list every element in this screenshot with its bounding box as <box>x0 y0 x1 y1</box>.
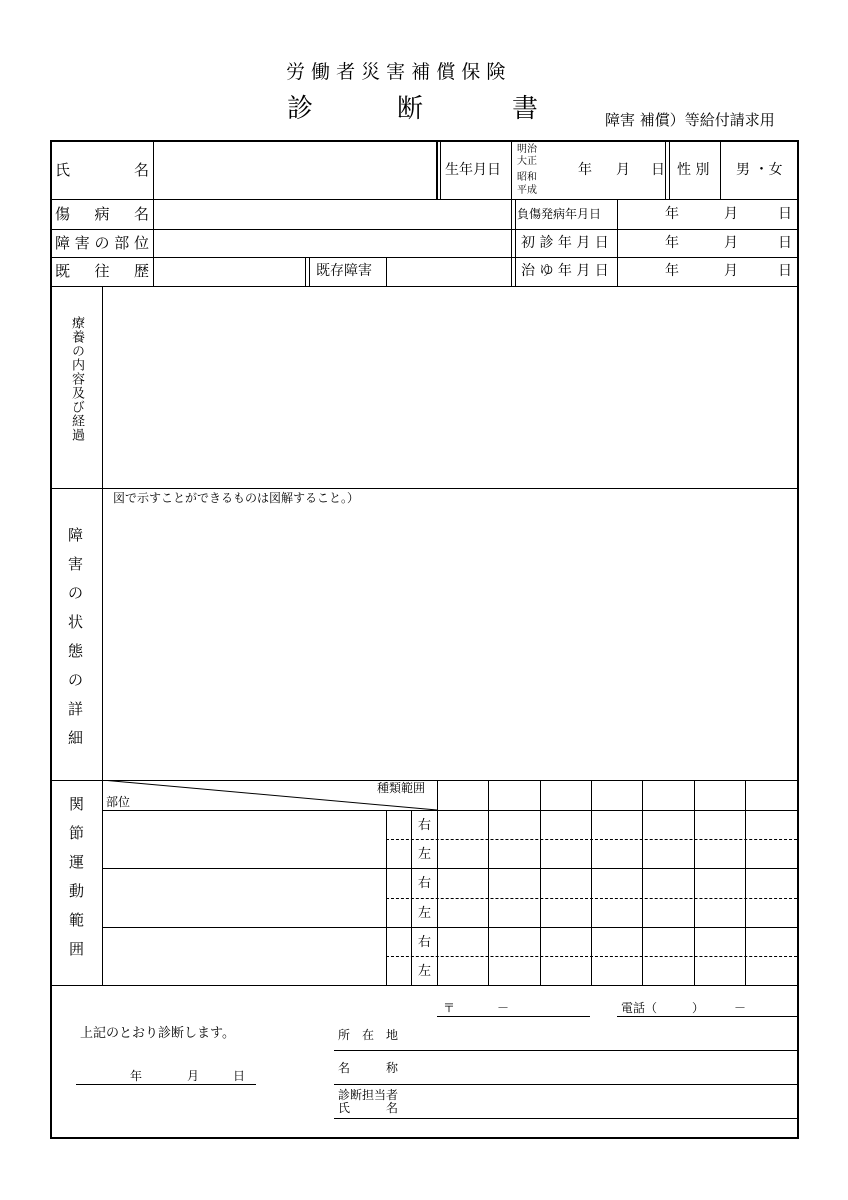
existing-disability-label: 既存障害 <box>316 263 372 279</box>
doctor-name-input[interactable] <box>420 1087 795 1116</box>
era-taisho: 大正 <box>517 156 537 167</box>
first-visit-day-unit: 日 <box>778 235 792 251</box>
injury-year-unit: 年 <box>665 206 679 222</box>
institution-name-input[interactable] <box>420 1053 795 1082</box>
doctor-label-1: 診断担当者 <box>338 1088 399 1102</box>
cure-month-unit: 月 <box>724 263 738 279</box>
disease-name-input[interactable] <box>155 201 510 228</box>
disease-name-label: 傷 病 名 <box>55 205 149 223</box>
joint-header-site: 部位 <box>106 795 131 809</box>
postal-mark: 〒 <box>443 1001 456 1015</box>
dob-day-unit: 日 <box>651 162 665 178</box>
side-right-2: 右 <box>417 876 431 891</box>
footer-day-unit: 日 <box>233 1069 246 1083</box>
medical-history-label: 既 往 歴 <box>55 262 149 280</box>
side-left-1: 左 <box>417 846 431 862</box>
sex-options[interactable]: 男 ・女 <box>736 162 783 178</box>
footer-year-unit: 年 <box>130 1069 143 1083</box>
joint-site-input-3[interactable] <box>104 929 384 984</box>
document-title-1: 診 <box>287 94 314 124</box>
joint-site-input-2[interactable] <box>104 870 384 926</box>
condition-note: 図で示すことができるものは図解すること。） <box>113 491 360 505</box>
tel-label: 電話（ <box>621 1001 658 1015</box>
medical-history-input[interactable] <box>155 259 303 286</box>
disability-site-label: 障 害 の 部 位 <box>55 234 149 252</box>
cure-day-unit: 日 <box>778 263 792 279</box>
injury-day-unit: 日 <box>778 206 792 222</box>
era-heisei: 平成 <box>517 185 537 196</box>
address-label: 所 在 地 <box>338 1028 399 1042</box>
document-title-3: 書 <box>512 94 539 124</box>
tel-dash: － <box>734 1001 747 1015</box>
dob-year-unit: 年 <box>578 162 592 178</box>
side-right-3: 右 <box>417 934 431 950</box>
postal-dash: － <box>497 1001 510 1015</box>
address-input[interactable] <box>420 1020 795 1048</box>
treatment-content-area[interactable] <box>104 288 796 487</box>
joint-site-input-1[interactable] <box>104 812 384 867</box>
existing-disability-input[interactable] <box>388 259 510 286</box>
name-label: 氏 名 <box>55 161 149 179</box>
side-left-3: 左 <box>417 963 431 979</box>
dob-month-unit: 月 <box>616 162 630 178</box>
name-input[interactable] <box>155 142 435 198</box>
condition-content-area[interactable] <box>104 510 796 778</box>
joint-header-type-range: 種類範囲 <box>377 781 426 795</box>
institution-name-label: 名 称 <box>338 1061 399 1075</box>
footer-month-unit: 月 <box>187 1069 200 1083</box>
diagnosis-statement: 上記のとおり診断します。 <box>80 1026 235 1041</box>
dob-label: 生年月日 <box>445 162 501 178</box>
side-left-2: 左 <box>417 905 431 921</box>
first-visit-year-unit: 年 <box>665 235 679 251</box>
first-visit-date-label: 初 診 年 月 日 <box>521 235 609 251</box>
era-meiji: 明治 <box>517 144 537 155</box>
doctor-label-2: 氏 名 <box>338 1101 399 1115</box>
document-title-2: 断 <box>397 94 424 124</box>
sex-label: 性 別 <box>677 162 710 178</box>
side-right-1: 右 <box>417 817 431 833</box>
cure-date-label: 治 ゆ 年 月 日 <box>521 263 609 279</box>
injury-date-label: 負傷発病年月日 <box>517 207 602 221</box>
form-title: 労 働 者 災 害 補 償 保 険 <box>286 61 506 83</box>
cure-year-unit: 年 <box>665 263 679 279</box>
treatment-label: 療養の内容及び経過 <box>69 316 84 442</box>
era-showa: 昭和 <box>517 172 537 183</box>
injury-month-unit: 月 <box>724 206 738 222</box>
tel-close: ） <box>692 1001 705 1015</box>
form-subtitle: 障害 補償）等給付請求用 <box>605 111 775 129</box>
disability-site-input[interactable] <box>155 231 510 256</box>
first-visit-month-unit: 月 <box>724 235 738 251</box>
